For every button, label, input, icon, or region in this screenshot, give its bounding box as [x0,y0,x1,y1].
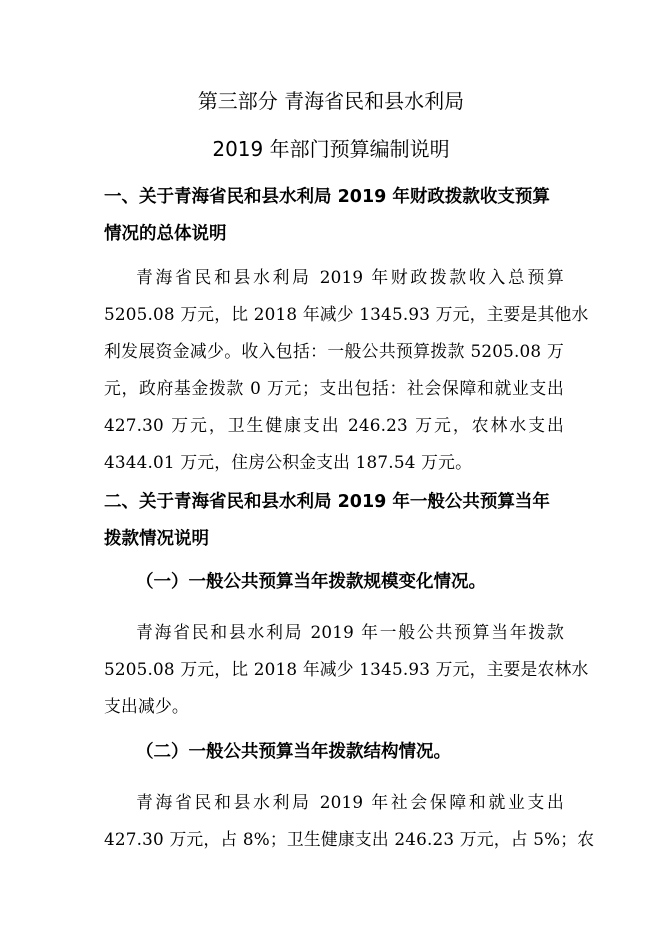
section1-paragraph-line: 427.30 万元，卫生健康支出 246.23 万元，农林水支出 [104,415,564,435]
section2-sub1-heading: （一）一般公共预算当年拨款规模变化情况。 [136,572,486,592]
section2-sub1-paragraph-line: 支出减少。 [104,696,189,716]
section2-sub2-heading: （二）一般公共预算当年拨款结构情况。 [136,742,451,762]
section2-sub1-paragraph-line: 5205.08 万元，比 2018 年减少 1345.93 万元，主要是农林水 [104,659,589,679]
section2-sub2-paragraph-line: 青海省民和县水利局 2019 年社会保障和就业支出 [136,792,564,812]
section1-paragraph-line: 5205.08 万元，比 2018 年减少 1345.93 万元，主要是其他水 [104,304,589,324]
section1-paragraph-line: 元，政府基金拨款 0 万元；支出包括：社会保障和就业支出 [104,378,564,398]
section2-sub2-paragraph-line: 427.30 万元，占 8%；卫生健康支出 246.23 万元，占 5%；农 [104,829,595,849]
section1-heading: 一、关于青海省民和县水利局 2019 年财政拨款收支预算情况的总体说明 [104,187,550,244]
section1-paragraph-line: 青海省民和县水利局 2019 年财政拨款收入总预算 [136,267,564,287]
section2-heading: 二、关于青海省民和县水利局 2019 年一般公共预算当年拨款情况说明 [104,492,550,549]
section2-sub1-paragraph-line: 青海省民和县水利局 2019 年一般公共预算当年拨款 [136,622,564,642]
document-subtitle: 2019 年部门预算编制说明 [212,137,450,161]
section1-paragraph-line: 4344.01 万元，住房公积金支出 187.54 万元。 [104,452,473,472]
document-title: 第三部分 青海省民和县水利局 [197,89,465,113]
section1-paragraph-line: 利发展资金减少。收入包括：一般公共预算拨款 5205.08 万 [104,341,564,361]
